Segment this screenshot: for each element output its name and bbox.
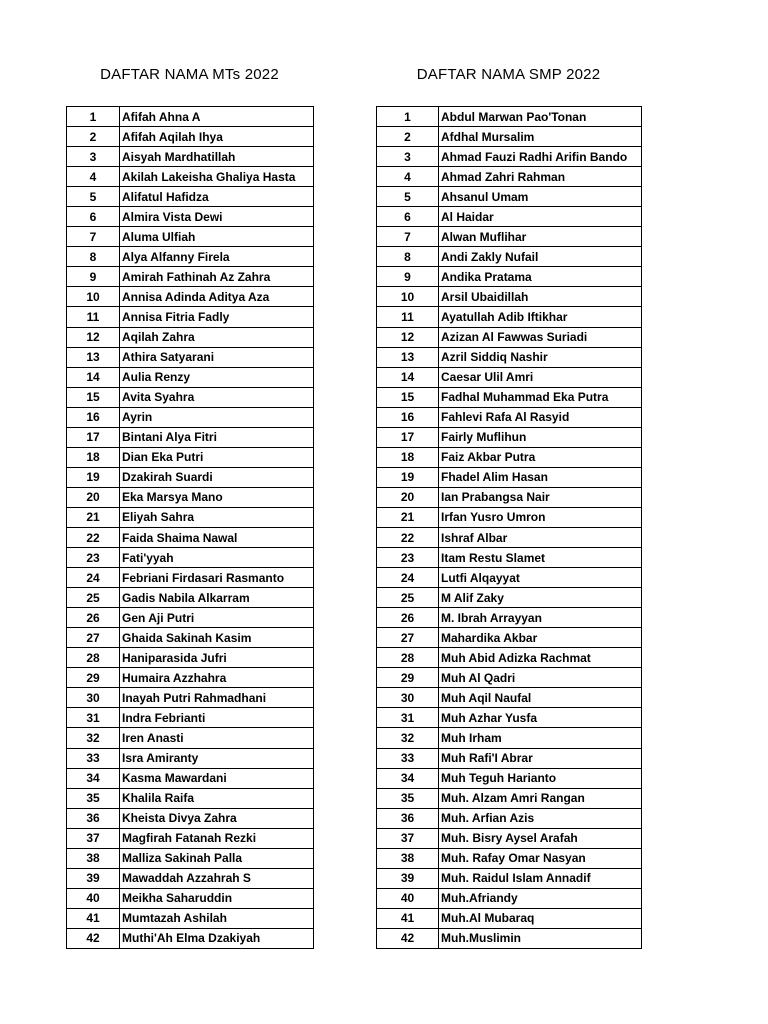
row-number: 36 xyxy=(67,808,120,828)
student-name: Ahmad Fauzi Radhi Arifin Bando xyxy=(439,147,642,167)
table-row xyxy=(67,407,314,427)
row-number: 24 xyxy=(67,568,120,588)
student-name: Ayatullah Adib Iftikhar xyxy=(439,307,642,327)
table-row xyxy=(377,928,642,948)
row-number: 21 xyxy=(377,507,439,527)
table-row xyxy=(67,327,314,347)
row-number: 22 xyxy=(377,527,439,547)
row-number: 27 xyxy=(67,628,120,648)
row-number: 19 xyxy=(67,467,120,487)
table-row xyxy=(67,548,314,568)
student-name: Aulia Renzy xyxy=(120,367,314,387)
row-number: 14 xyxy=(377,367,439,387)
row-number: 37 xyxy=(67,828,120,848)
table-row xyxy=(67,347,314,367)
table-row xyxy=(377,808,642,828)
row-number: 22 xyxy=(67,527,120,547)
student-name: Aqilah Zahra xyxy=(120,327,314,347)
student-name: Ahsanul Umam xyxy=(439,187,642,207)
table-row xyxy=(377,628,642,648)
row-number: 21 xyxy=(67,507,120,527)
table-row xyxy=(377,487,642,507)
table-row xyxy=(377,467,642,487)
table-row xyxy=(67,487,314,507)
student-name: Muh.Muslimin xyxy=(439,928,642,948)
row-number: 20 xyxy=(377,487,439,507)
row-number: 33 xyxy=(67,748,120,768)
table-row xyxy=(67,147,314,167)
student-name: Ghaida Sakinah Kasim xyxy=(120,628,314,648)
table-row xyxy=(377,407,642,427)
student-name: Itam Restu Slamet xyxy=(439,548,642,568)
student-name: Ishraf Albar xyxy=(439,527,642,547)
row-number: 30 xyxy=(67,688,120,708)
student-name: Muh Al Qadri xyxy=(439,668,642,688)
table-row xyxy=(67,427,314,447)
row-number: 11 xyxy=(377,307,439,327)
table-row xyxy=(67,367,314,387)
table-row xyxy=(67,187,314,207)
row-number: 6 xyxy=(67,207,120,227)
table-row xyxy=(67,688,314,708)
row-number: 8 xyxy=(67,247,120,267)
row-number: 17 xyxy=(377,427,439,447)
row-number: 32 xyxy=(377,728,439,748)
table-row xyxy=(377,768,642,788)
student-name: Arsil Ubaidillah xyxy=(439,287,642,307)
table-row xyxy=(377,387,642,407)
row-number: 2 xyxy=(377,127,439,147)
student-name: Fahlevi Rafa Al Rasyid xyxy=(439,407,642,427)
table-row xyxy=(377,227,642,247)
table-row xyxy=(67,888,314,908)
student-name: Azizan Al Fawwas Suriadi xyxy=(439,327,642,347)
student-name: M. Ibrah Arrayyan xyxy=(439,608,642,628)
student-name: Annisa Fitria Fadly xyxy=(120,307,314,327)
student-name: Andi Zakly Nufail xyxy=(439,247,642,267)
row-number: 34 xyxy=(67,768,120,788)
row-number: 14 xyxy=(67,367,120,387)
student-name: Dzakirah Suardi xyxy=(120,467,314,487)
table-row xyxy=(67,167,314,187)
student-name: Caesar Ulil Amri xyxy=(439,367,642,387)
student-name: Muh Azhar Yusfa xyxy=(439,708,642,728)
table-row xyxy=(377,327,642,347)
row-number: 11 xyxy=(67,307,120,327)
table-row xyxy=(377,347,642,367)
row-number: 3 xyxy=(67,147,120,167)
table-row xyxy=(377,147,642,167)
table-row xyxy=(377,107,642,127)
student-name: Andika Pratama xyxy=(439,267,642,287)
row-number: 12 xyxy=(67,327,120,347)
row-number: 25 xyxy=(67,588,120,608)
student-name: Muh.Afriandy xyxy=(439,888,642,908)
row-number: 28 xyxy=(377,648,439,668)
row-number: 26 xyxy=(377,608,439,628)
row-number: 40 xyxy=(377,888,439,908)
table-row xyxy=(67,628,314,648)
student-name: Malliza Sakinah Palla xyxy=(120,848,314,868)
row-number: 39 xyxy=(377,868,439,888)
table-row xyxy=(377,728,642,748)
row-number: 32 xyxy=(67,728,120,748)
student-name: Muh. Raidul Islam Annadif xyxy=(439,868,642,888)
table-row xyxy=(67,127,314,147)
student-name: Bintani Alya Fitri xyxy=(120,427,314,447)
row-number: 42 xyxy=(377,928,439,948)
student-name: Ahmad Zahri Rahman xyxy=(439,167,642,187)
smp-name-table xyxy=(376,106,642,949)
student-name: Dian Eka Putri xyxy=(120,447,314,467)
row-number: 27 xyxy=(377,628,439,648)
student-name: Azril Siddiq Nashir xyxy=(439,347,642,367)
row-number: 16 xyxy=(67,407,120,427)
table-row xyxy=(67,207,314,227)
row-number: 24 xyxy=(377,568,439,588)
table-row xyxy=(377,267,642,287)
student-name: Ian Prabangsa Nair xyxy=(439,487,642,507)
table-row xyxy=(377,247,642,267)
table-row xyxy=(67,287,314,307)
row-number: 31 xyxy=(377,708,439,728)
student-name: Aisyah Mardhatillah xyxy=(120,147,314,167)
row-number: 7 xyxy=(67,227,120,247)
row-number: 4 xyxy=(67,167,120,187)
row-number: 7 xyxy=(377,227,439,247)
table-row xyxy=(67,507,314,527)
row-number: 20 xyxy=(67,487,120,507)
table-row xyxy=(67,728,314,748)
student-name: Meikha Saharuddin xyxy=(120,888,314,908)
student-name: M Alif Zaky xyxy=(439,588,642,608)
student-name: Gadis Nabila Alkarram xyxy=(120,588,314,608)
table-row xyxy=(67,808,314,828)
table-row xyxy=(67,467,314,487)
row-number: 16 xyxy=(377,407,439,427)
table-row xyxy=(377,127,642,147)
row-number: 10 xyxy=(377,287,439,307)
row-number: 17 xyxy=(67,427,120,447)
row-number: 25 xyxy=(377,588,439,608)
student-name: Fati'yyah xyxy=(120,548,314,568)
table-row xyxy=(67,828,314,848)
student-name: Muh. Arfian Azis xyxy=(439,808,642,828)
mts-list-title: DAFTAR NAMA MTs 2022 xyxy=(100,66,279,83)
table-row xyxy=(377,527,642,547)
table-row xyxy=(67,107,314,127)
student-name: Magfirah Fatanah Rezki xyxy=(120,828,314,848)
student-name: Faiz Akbar Putra xyxy=(439,447,642,467)
table-row xyxy=(377,708,642,728)
table-row xyxy=(67,247,314,267)
row-number: 9 xyxy=(67,267,120,287)
table-row xyxy=(67,527,314,547)
table-row xyxy=(67,768,314,788)
table-row xyxy=(377,167,642,187)
table-row xyxy=(67,708,314,728)
student-name: Akilah Lakeisha Ghaliya Hasta xyxy=(120,167,314,187)
table-row xyxy=(67,307,314,327)
row-number: 5 xyxy=(67,187,120,207)
table-row xyxy=(67,227,314,247)
row-number: 9 xyxy=(377,267,439,287)
table-row xyxy=(377,888,642,908)
row-number: 1 xyxy=(67,107,120,127)
student-name: Khalila Raifa xyxy=(120,788,314,808)
mts-name-table xyxy=(66,106,314,949)
student-name: Kheista Divya Zahra xyxy=(120,808,314,828)
row-number: 19 xyxy=(377,467,439,487)
row-number: 4 xyxy=(377,167,439,187)
row-number: 35 xyxy=(377,788,439,808)
student-name: Fairly Muflihun xyxy=(439,427,642,447)
student-name: Muh Teguh Harianto xyxy=(439,768,642,788)
row-number: 13 xyxy=(67,347,120,367)
table-row xyxy=(377,588,642,608)
student-name: Indra Febrianti xyxy=(120,708,314,728)
student-name: Muh.Al Mubaraq xyxy=(439,908,642,928)
table-row xyxy=(377,748,642,768)
row-number: 29 xyxy=(377,668,439,688)
table-row xyxy=(377,427,642,447)
row-number: 26 xyxy=(67,608,120,628)
student-name: Haniparasida Jufri xyxy=(120,648,314,668)
student-name: Muh Aqil Naufal xyxy=(439,688,642,708)
row-number: 10 xyxy=(67,287,120,307)
student-name: Alwan Muflihar xyxy=(439,227,642,247)
row-number: 15 xyxy=(377,387,439,407)
student-name: Avita Syahra xyxy=(120,387,314,407)
student-name: Lutfi Alqayyat xyxy=(439,568,642,588)
student-name: Muh. Rafay Omar Nasyan xyxy=(439,848,642,868)
student-name: Almira Vista Dewi xyxy=(120,207,314,227)
row-number: 12 xyxy=(377,327,439,347)
table-row xyxy=(377,688,642,708)
table-row xyxy=(67,387,314,407)
row-number: 38 xyxy=(377,848,439,868)
table-row xyxy=(67,668,314,688)
student-name: Eka Marsya Mano xyxy=(120,487,314,507)
table-row xyxy=(377,548,642,568)
table-row xyxy=(67,748,314,768)
table-row xyxy=(377,788,642,808)
student-name: Eliyah Sahra xyxy=(120,507,314,527)
student-name: Ayrin xyxy=(120,407,314,427)
student-name: Abdul Marwan Pao'Tonan xyxy=(439,107,642,127)
row-number: 3 xyxy=(377,147,439,167)
student-name: Febriani Firdasari Rasmanto xyxy=(120,568,314,588)
row-number: 31 xyxy=(67,708,120,728)
student-name: Muthi'Ah Elma Dzakiyah xyxy=(120,928,314,948)
row-number: 18 xyxy=(377,447,439,467)
table-row xyxy=(377,668,642,688)
row-number: 40 xyxy=(67,888,120,908)
table-row xyxy=(377,868,642,888)
row-number: 36 xyxy=(377,808,439,828)
row-number: 23 xyxy=(377,548,439,568)
student-name: Afifah Ahna A xyxy=(120,107,314,127)
row-number: 35 xyxy=(67,788,120,808)
student-name: Muh Irham xyxy=(439,728,642,748)
table-row xyxy=(67,588,314,608)
table-row xyxy=(377,207,642,227)
student-name: Muh. Bisry Aysel Arafah xyxy=(439,828,642,848)
student-name: Kasma Mawardani xyxy=(120,768,314,788)
table-row xyxy=(67,608,314,628)
student-name: Iren Anasti xyxy=(120,728,314,748)
row-number: 30 xyxy=(377,688,439,708)
row-number: 15 xyxy=(67,387,120,407)
row-number: 23 xyxy=(67,548,120,568)
table-row xyxy=(67,648,314,668)
row-number: 5 xyxy=(377,187,439,207)
student-name: Muh. Alzam Amri Rangan xyxy=(439,788,642,808)
student-name: Mawaddah Azzahrah S xyxy=(120,868,314,888)
student-name: Muh Rafi'I Abrar xyxy=(439,748,642,768)
student-name: Isra Amiranty xyxy=(120,748,314,768)
row-number: 6 xyxy=(377,207,439,227)
student-name: Alya Alfanny Firela xyxy=(120,247,314,267)
row-number: 18 xyxy=(67,447,120,467)
row-number: 41 xyxy=(377,908,439,928)
student-name: Aluma Ulfiah xyxy=(120,227,314,247)
row-number: 33 xyxy=(377,748,439,768)
table-row xyxy=(67,868,314,888)
table-row xyxy=(67,447,314,467)
row-number: 29 xyxy=(67,668,120,688)
table-row xyxy=(67,267,314,287)
student-name: Humaira Azzhahra xyxy=(120,668,314,688)
student-name: Afdhal Mursalim xyxy=(439,127,642,147)
student-name: Fadhal Muhammad Eka Putra xyxy=(439,387,642,407)
student-name: Fhadel Alim Hasan xyxy=(439,467,642,487)
table-row xyxy=(377,187,642,207)
table-row xyxy=(377,568,642,588)
row-number: 34 xyxy=(377,768,439,788)
student-name: Gen Aji Putri xyxy=(120,608,314,628)
student-name: Alifatul Hafidza xyxy=(120,187,314,207)
row-number: 13 xyxy=(377,347,439,367)
row-number: 1 xyxy=(377,107,439,127)
row-number: 42 xyxy=(67,928,120,948)
row-number: 41 xyxy=(67,908,120,928)
table-row xyxy=(377,648,642,668)
table-row xyxy=(67,928,314,948)
student-name: Irfan Yusro Umron xyxy=(439,507,642,527)
table-row xyxy=(377,507,642,527)
table-row xyxy=(67,908,314,928)
row-number: 2 xyxy=(67,127,120,147)
table-row xyxy=(377,307,642,327)
table-row xyxy=(377,848,642,868)
table-row xyxy=(67,788,314,808)
student-name: Annisa Adinda Aditya Aza xyxy=(120,287,314,307)
row-number: 8 xyxy=(377,247,439,267)
student-name: Faida Shaima Nawal xyxy=(120,527,314,547)
student-name: Mumtazah Ashilah xyxy=(120,908,314,928)
table-row xyxy=(67,848,314,868)
table-row xyxy=(377,287,642,307)
row-number: 28 xyxy=(67,648,120,668)
table-row xyxy=(377,828,642,848)
table-row xyxy=(377,367,642,387)
table-row xyxy=(377,608,642,628)
row-number: 37 xyxy=(377,828,439,848)
row-number: 39 xyxy=(67,868,120,888)
student-name: Athira Satyarani xyxy=(120,347,314,367)
smp-list-title: DAFTAR NAMA SMP 2022 xyxy=(416,66,601,83)
student-name: Inayah Putri Rahmadhani xyxy=(120,688,314,708)
student-name: Afifah Aqilah Ihya xyxy=(120,127,314,147)
student-name: Mahardika Akbar xyxy=(439,628,642,648)
table-row xyxy=(377,447,642,467)
student-name: Muh Abid Adizka Rachmat xyxy=(439,648,642,668)
table-row xyxy=(67,568,314,588)
student-name: Al Haidar xyxy=(439,207,642,227)
table-row xyxy=(377,908,642,928)
student-name: Amirah Fathinah Az Zahra xyxy=(120,267,314,287)
row-number: 38 xyxy=(67,848,120,868)
